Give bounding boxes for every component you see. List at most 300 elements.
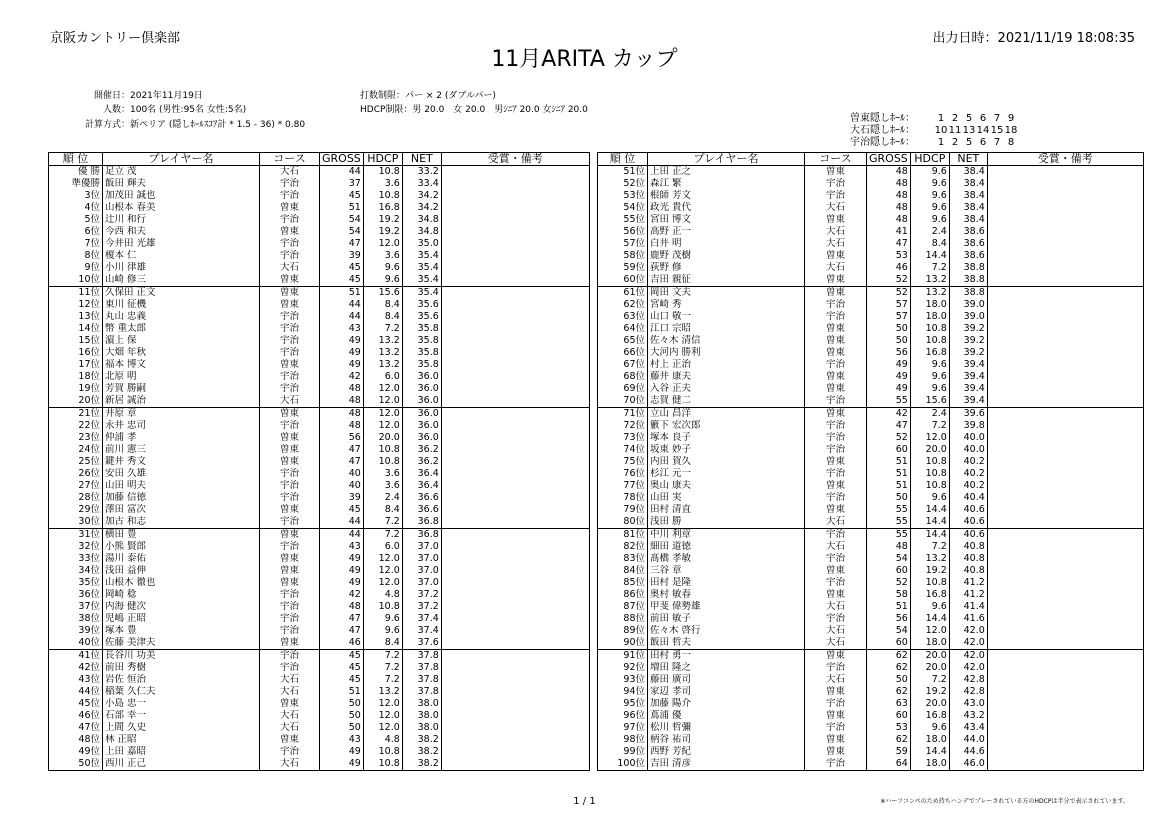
col-hdcp-cell: 4.8 (363, 734, 402, 746)
col-player-cell: 山田 実 (648, 492, 805, 504)
col-course-cell: 宇治 (260, 613, 320, 625)
col-remarks-cell (987, 504, 1143, 516)
col-hdcp-cell: 20.0 (910, 650, 949, 663)
table-row (49, 299, 590, 311)
col-rank-cell: 48位 (49, 734, 103, 746)
table-row (598, 190, 1144, 202)
col-net-cell: 35.0 (402, 238, 441, 250)
col-rank-cell: 70位 (598, 395, 648, 408)
table-row (49, 420, 590, 432)
col-rank-cell: 31位 (49, 529, 103, 542)
col-hdcp-cell: 15.6 (363, 287, 402, 300)
col-gross-cell: 48 (320, 601, 364, 613)
col-hdcp-cell: 10.8 (363, 166, 402, 179)
col-hdcp-cell: 2.4 (910, 408, 949, 421)
col-course-cell: 大石 (260, 710, 320, 722)
col-course-cell: 宇治 (260, 238, 320, 250)
col-player-cell: 浅田 益伸 (103, 565, 260, 577)
col-gross-cell: 53 (867, 250, 911, 262)
col-remarks-cell (441, 722, 589, 734)
col-remarks-cell (441, 541, 589, 553)
table-header-row (49, 153, 590, 166)
col-rank-cell: 71位 (598, 408, 648, 421)
col-rank-cell: 29位 (49, 504, 103, 516)
col-course-cell: 曽東 (805, 347, 867, 359)
table-row (49, 214, 590, 226)
col-rank-cell: 86位 (598, 589, 648, 601)
col-course-cell: 大石 (260, 722, 320, 734)
col-gross-cell: 45 (320, 674, 364, 686)
col-course-cell: 宇治 (805, 722, 867, 734)
col-remarks-cell (987, 335, 1143, 347)
table-row (49, 468, 590, 480)
col-net-cell: 39.2 (949, 347, 987, 359)
col-player-cell: 榎本 仁 (103, 250, 260, 262)
col-player-cell: 西野 芳紀 (648, 746, 805, 758)
col-player-cell: 杉江 元一 (648, 468, 805, 480)
col-gross-cell: 48 (320, 395, 364, 408)
col-rank-cell: 34位 (49, 565, 103, 577)
col-player-cell: 山根木 徹也 (103, 577, 260, 589)
col-net-cell: 38.2 (402, 734, 441, 746)
col-rank-cell: 62位 (598, 299, 648, 311)
col-course-cell: 曽東 (260, 637, 320, 650)
col-hdcp-cell: 18.0 (910, 637, 949, 650)
col-course-cell: 宇治 (260, 250, 320, 262)
page-title: 11月ARITA カップ (491, 47, 678, 72)
col-net-cell: 37.6 (402, 637, 441, 650)
hidden-holes-label: 曽東隠しﾎｰﾙ： (850, 113, 915, 124)
col-player-cell: 石部 幸一 (103, 710, 260, 722)
col-remarks-cell (441, 468, 589, 480)
col-net-cell: 36.0 (402, 420, 441, 432)
col-remarks-cell (441, 383, 589, 395)
col-gross-cell: 54 (320, 226, 364, 238)
col-course-cell: 曽東 (260, 553, 320, 565)
col-rank-cell: 58位 (598, 250, 648, 262)
col-net-cell: 35.4 (402, 274, 441, 287)
col-course-cell: 曽東 (805, 383, 867, 395)
col-course-cell: 大石 (260, 758, 320, 771)
col-player-cell: 今井田 光雄 (103, 238, 260, 250)
col-gross-cell: 57 (867, 311, 911, 323)
col-hdcp-header: HDCP (910, 153, 949, 166)
col-gross-cell: 49 (320, 565, 364, 577)
table-row (598, 504, 1144, 516)
table-row (598, 456, 1144, 468)
col-hdcp-cell: 19.2 (363, 226, 402, 238)
col-hdcp-cell: 13.2 (363, 359, 402, 371)
col-remarks-cell (441, 287, 589, 300)
col-hdcp-cell: 13.2 (363, 335, 402, 347)
col-hdcp-cell: 20.0 (910, 444, 949, 456)
col-rank-cell: 72位 (598, 420, 648, 432)
hidden-hole-number: 14 (976, 125, 990, 136)
col-remarks-cell (441, 274, 589, 287)
col-remarks-cell (987, 347, 1143, 359)
col-gross-cell: 51 (867, 601, 911, 613)
table-row (49, 226, 590, 238)
col-remarks-cell (987, 456, 1143, 468)
col-net-cell: 39.8 (949, 420, 987, 432)
col-net-cell: 38.0 (402, 710, 441, 722)
col-rank-cell: 6位 (49, 226, 103, 238)
col-course-cell: 曽東 (260, 698, 320, 710)
col-rank-cell: 12位 (49, 299, 103, 311)
col-net-cell: 37.4 (402, 625, 441, 637)
col-net-cell: 37.4 (402, 613, 441, 625)
col-remarks-cell (987, 686, 1143, 698)
table-row (49, 504, 590, 516)
hidden-hole-number: 7 (993, 137, 1001, 148)
col-rank-cell: 93位 (598, 674, 648, 686)
col-net-cell: 40.6 (949, 516, 987, 529)
col-net-header: NET (402, 153, 441, 166)
table-row (598, 553, 1144, 565)
col-rank-cell: 37位 (49, 601, 103, 613)
col-remarks-cell (987, 371, 1143, 383)
participant-count-label: 人数： (102, 105, 130, 115)
col-net-cell: 36.0 (402, 371, 441, 383)
col-gross-cell: 48 (320, 420, 364, 432)
table-row (49, 274, 590, 287)
col-rank-cell: 16位 (49, 347, 103, 359)
col-course-cell: 宇治 (260, 323, 320, 335)
col-course-cell: 宇治 (260, 662, 320, 674)
col-player-cell: 髙橋 孝敏 (648, 553, 805, 565)
col-player-cell: 宮田 博文 (648, 214, 805, 226)
col-gross-cell: 51 (867, 468, 911, 480)
col-player-cell: 甲斐 偉勢雄 (648, 601, 805, 613)
col-gross-cell: 39 (320, 492, 364, 504)
col-rank-cell: 47位 (49, 722, 103, 734)
col-hdcp-cell: 18.0 (910, 758, 949, 771)
col-player-cell: 幣 重太郎 (103, 323, 260, 335)
col-course-cell: 大石 (805, 674, 867, 686)
hidden-hole-number: 1 (937, 113, 945, 124)
col-hdcp-cell: 9.6 (910, 371, 949, 383)
col-course-cell: 曽東 (805, 480, 867, 492)
col-remarks-cell (441, 746, 589, 758)
col-rank-cell: 49位 (49, 746, 103, 758)
col-course-cell: 宇治 (260, 383, 320, 395)
col-hdcp-cell: 9.6 (363, 625, 402, 637)
table-row (49, 529, 590, 542)
participant-count-value: 100名 (男性:95名 女性:5名) (130, 105, 247, 115)
col-remarks-cell (987, 541, 1143, 553)
col-course-cell: 宇治 (805, 492, 867, 504)
col-course-cell: 曽東 (805, 408, 867, 421)
col-remarks-cell (987, 262, 1143, 274)
col-course-cell: 宇治 (260, 420, 320, 432)
col-net-cell: 40.2 (949, 456, 987, 468)
col-net-cell: 43.0 (949, 698, 987, 710)
col-hdcp-cell: 20.0 (910, 662, 949, 674)
col-hdcp-cell: 16.8 (910, 710, 949, 722)
col-rank-cell: 83位 (598, 553, 648, 565)
col-net-cell: 42.8 (949, 686, 987, 698)
col-gross-cell: 41 (867, 226, 911, 238)
col-course-cell: 宇治 (805, 758, 867, 771)
col-gross-cell: 43 (320, 734, 364, 746)
col-remarks-cell (441, 190, 589, 202)
col-remarks-cell (441, 250, 589, 262)
col-gross-cell: 47 (867, 238, 911, 250)
col-course-cell: 曽東 (805, 565, 867, 577)
col-net-cell: 39.6 (949, 408, 987, 421)
col-hdcp-cell: 9.6 (910, 166, 949, 179)
col-rank-cell: 75位 (598, 456, 648, 468)
table-row (49, 444, 590, 456)
col-net-cell: 39.2 (949, 323, 987, 335)
col-hdcp-cell: 7.2 (910, 262, 949, 274)
col-net-cell: 33.4 (402, 178, 441, 190)
table-row (598, 625, 1144, 637)
stroke-limit: 打数制限：パー × 2 (ダブルパー) (360, 91, 496, 101)
table-row (49, 722, 590, 734)
col-hdcp-cell: 12.0 (363, 383, 402, 395)
hidden-holes-label: 宇治隠しﾎｰﾙ： (850, 137, 915, 148)
col-hdcp-cell: 12.0 (363, 395, 402, 408)
table-row (598, 589, 1144, 601)
table-row (49, 637, 590, 650)
col-hdcp-cell: 12.0 (910, 432, 949, 444)
club-name: 京阪カントリー倶楽部 (50, 31, 181, 46)
col-rank-cell: 84位 (598, 565, 648, 577)
table-row (49, 347, 590, 359)
col-remarks-cell (441, 178, 589, 190)
col-rank-cell: 98位 (598, 734, 648, 746)
col-net-cell: 43.2 (949, 710, 987, 722)
col-course-cell: 曽東 (805, 250, 867, 262)
col-rank-cell: 73位 (598, 432, 648, 444)
col-course-cell: 宇治 (260, 214, 320, 226)
col-rank-cell: 36位 (49, 589, 103, 601)
col-hdcp-cell: 7.2 (363, 516, 402, 529)
hidden-hole-number: 13 (962, 125, 976, 136)
col-player-cell: 中川 利章 (648, 529, 805, 542)
table-row (49, 311, 590, 323)
col-course-cell: 曽東 (260, 274, 320, 287)
col-course-cell: 曽東 (805, 710, 867, 722)
col-course-cell: 曽東 (805, 323, 867, 335)
col-remarks-cell (441, 238, 589, 250)
col-player-cell: 芳賀 勝嗣 (103, 383, 260, 395)
col-gross-cell: 62 (867, 686, 911, 698)
col-remarks-cell (441, 734, 589, 746)
col-course-cell: 大石 (805, 226, 867, 238)
col-gross-cell: 45 (320, 504, 364, 516)
col-hdcp-cell: 10.8 (910, 468, 949, 480)
col-gross-cell: 48 (867, 166, 911, 179)
col-net-cell: 41.2 (949, 577, 987, 589)
col-hdcp-cell: 10.8 (910, 323, 949, 335)
col-remarks-cell (987, 650, 1143, 663)
col-net-cell: 42.0 (949, 637, 987, 650)
hidden-holes-row (850, 125, 1018, 137)
col-player-cell: 岩佐 恒治 (103, 674, 260, 686)
col-hdcp-cell: 10.8 (363, 444, 402, 456)
col-player-cell: 横田 豊 (103, 529, 260, 542)
col-player-cell: 大河内 勝利 (648, 347, 805, 359)
col-course-cell: 宇治 (805, 178, 867, 190)
col-hdcp-cell: 2.4 (363, 492, 402, 504)
col-player-cell: 児嶋 正昭 (103, 613, 260, 625)
table-row (598, 650, 1144, 663)
col-net-cell: 33.2 (402, 166, 441, 179)
col-rank-cell: 32位 (49, 541, 103, 553)
table-row (598, 637, 1144, 650)
col-course-cell: 大石 (260, 166, 320, 179)
col-net-cell: 36.0 (402, 395, 441, 408)
col-hdcp-cell: 12.0 (363, 577, 402, 589)
col-remarks-cell (441, 456, 589, 468)
col-rank-cell: 54位 (598, 202, 648, 214)
col-player-cell: 東川 征機 (103, 299, 260, 311)
col-net-cell: 42.0 (949, 662, 987, 674)
col-rank-cell: 22位 (49, 420, 103, 432)
col-player-cell: 辻川 和行 (103, 214, 260, 226)
col-player-cell: 加藤 陽介 (648, 698, 805, 710)
col-course-cell: 宇治 (805, 190, 867, 202)
col-course-cell: 宇治 (260, 468, 320, 480)
col-player-cell: 山根本 春美 (103, 202, 260, 214)
col-course-cell: 曽東 (260, 565, 320, 577)
col-course-cell: 宇治 (805, 698, 867, 710)
col-rank-cell: 78位 (598, 492, 648, 504)
col-gross-cell: 47 (320, 238, 364, 250)
col-net-cell: 40.2 (949, 468, 987, 480)
col-net-cell: 36.0 (402, 383, 441, 395)
col-rank-cell: 89位 (598, 625, 648, 637)
col-player-cell: 飯田 輝夫 (103, 178, 260, 190)
col-net-cell: 38.4 (949, 202, 987, 214)
table-row (598, 746, 1144, 758)
col-course-cell: 曽東 (805, 335, 867, 347)
col-player-cell: 荻野 修 (648, 262, 805, 274)
col-gross-cell: 48 (320, 408, 364, 421)
col-gross-cell: 60 (867, 637, 911, 650)
col-gross-cell: 50 (320, 710, 364, 722)
col-gross-cell: 44 (320, 516, 364, 529)
col-hdcp-cell: 12.0 (363, 722, 402, 734)
col-gross-cell: 45 (320, 262, 364, 274)
col-remarks-cell (441, 262, 589, 274)
col-course-cell: 曽東 (260, 504, 320, 516)
col-gross-cell: 60 (867, 710, 911, 722)
col-net-cell: 37.2 (402, 589, 441, 601)
col-gross-cell: 45 (320, 274, 364, 287)
col-net-cell: 42.0 (949, 650, 987, 663)
col-remarks-cell (441, 589, 589, 601)
col-hdcp-cell: 3.6 (363, 250, 402, 262)
col-rank-cell: 85位 (598, 577, 648, 589)
table-row (598, 214, 1144, 226)
col-gross-cell: 52 (867, 287, 911, 300)
col-rank-header: 順 位 (598, 153, 648, 166)
col-gross-header: GROSS (320, 153, 364, 166)
col-player-cell: 村上 正治 (648, 359, 805, 371)
col-gross-cell: 44 (320, 299, 364, 311)
col-remarks-cell (441, 686, 589, 698)
col-net-cell: 39.2 (949, 335, 987, 347)
col-net-cell: 39.4 (949, 371, 987, 383)
calculation-method (60, 117, 305, 130)
col-rank-cell: 45位 (49, 698, 103, 710)
table-row (598, 468, 1144, 480)
col-rank-cell: 90位 (598, 637, 648, 650)
table-row (598, 674, 1144, 686)
col-player-cell: 松川 哲彌 (648, 722, 805, 734)
col-rank-cell: 97位 (598, 722, 648, 734)
col-gross-cell: 50 (320, 722, 364, 734)
col-hdcp-cell: 7.2 (363, 323, 402, 335)
table-row (49, 335, 590, 347)
col-course-cell: 大石 (805, 601, 867, 613)
col-remarks-cell (987, 710, 1143, 722)
col-course-cell: 大石 (260, 686, 320, 698)
col-net-cell: 37.8 (402, 650, 441, 663)
col-remarks-cell (987, 383, 1143, 395)
col-rank-cell: 21位 (49, 408, 103, 421)
table-row (49, 408, 590, 421)
table-row (598, 262, 1144, 274)
col-net-cell: 40.2 (949, 480, 987, 492)
col-rank-cell: 80位 (598, 516, 648, 529)
hidden-hole-number: 6 (979, 113, 987, 124)
col-hdcp-cell: 14.4 (910, 250, 949, 262)
col-gross-cell: 55 (867, 516, 911, 529)
col-gross-cell: 55 (867, 504, 911, 516)
col-player-cell: 澤田 富次 (103, 504, 260, 516)
col-course-cell: 宇治 (805, 395, 867, 408)
col-course-cell: 曽東 (260, 529, 320, 542)
table-row (49, 395, 590, 408)
col-hdcp-cell: 7.2 (363, 650, 402, 663)
table-row (598, 565, 1144, 577)
col-remarks-cell (441, 444, 589, 456)
hidden-hole-number: 2 (951, 113, 959, 124)
table-row (598, 734, 1144, 746)
table-row (598, 662, 1144, 674)
col-rank-cell: 38位 (49, 613, 103, 625)
col-gross-cell: 45 (320, 650, 364, 663)
col-remarks-cell (441, 202, 589, 214)
col-course-cell: 曽東 (260, 299, 320, 311)
col-gross-cell: 44 (320, 311, 364, 323)
col-remarks-cell (441, 432, 589, 444)
calculation-method-label: 計算方式： (84, 120, 130, 130)
col-remarks-header: 受賞・備考 (987, 153, 1143, 166)
col-remarks-cell (441, 758, 589, 771)
col-rank-cell: 26位 (49, 468, 103, 480)
col-net-cell: 36.4 (402, 480, 441, 492)
col-rank-cell: 25位 (49, 456, 103, 468)
col-gross-cell: 52 (867, 274, 911, 287)
col-course-cell: 宇治 (260, 480, 320, 492)
col-hdcp-cell: 8.4 (910, 238, 949, 250)
col-hdcp-cell: 10.8 (910, 480, 949, 492)
col-hdcp-cell: 9.6 (910, 601, 949, 613)
col-hdcp-cell: 13.2 (910, 553, 949, 565)
col-gross-cell: 42 (867, 408, 911, 421)
col-remarks-cell (441, 323, 589, 335)
col-net-cell: 35.4 (402, 250, 441, 262)
col-course-cell: 宇治 (805, 420, 867, 432)
col-rank-cell: 15位 (49, 335, 103, 347)
col-course-cell: 宇治 (260, 492, 320, 504)
col-player-cell: 宮崎 秀 (648, 299, 805, 311)
